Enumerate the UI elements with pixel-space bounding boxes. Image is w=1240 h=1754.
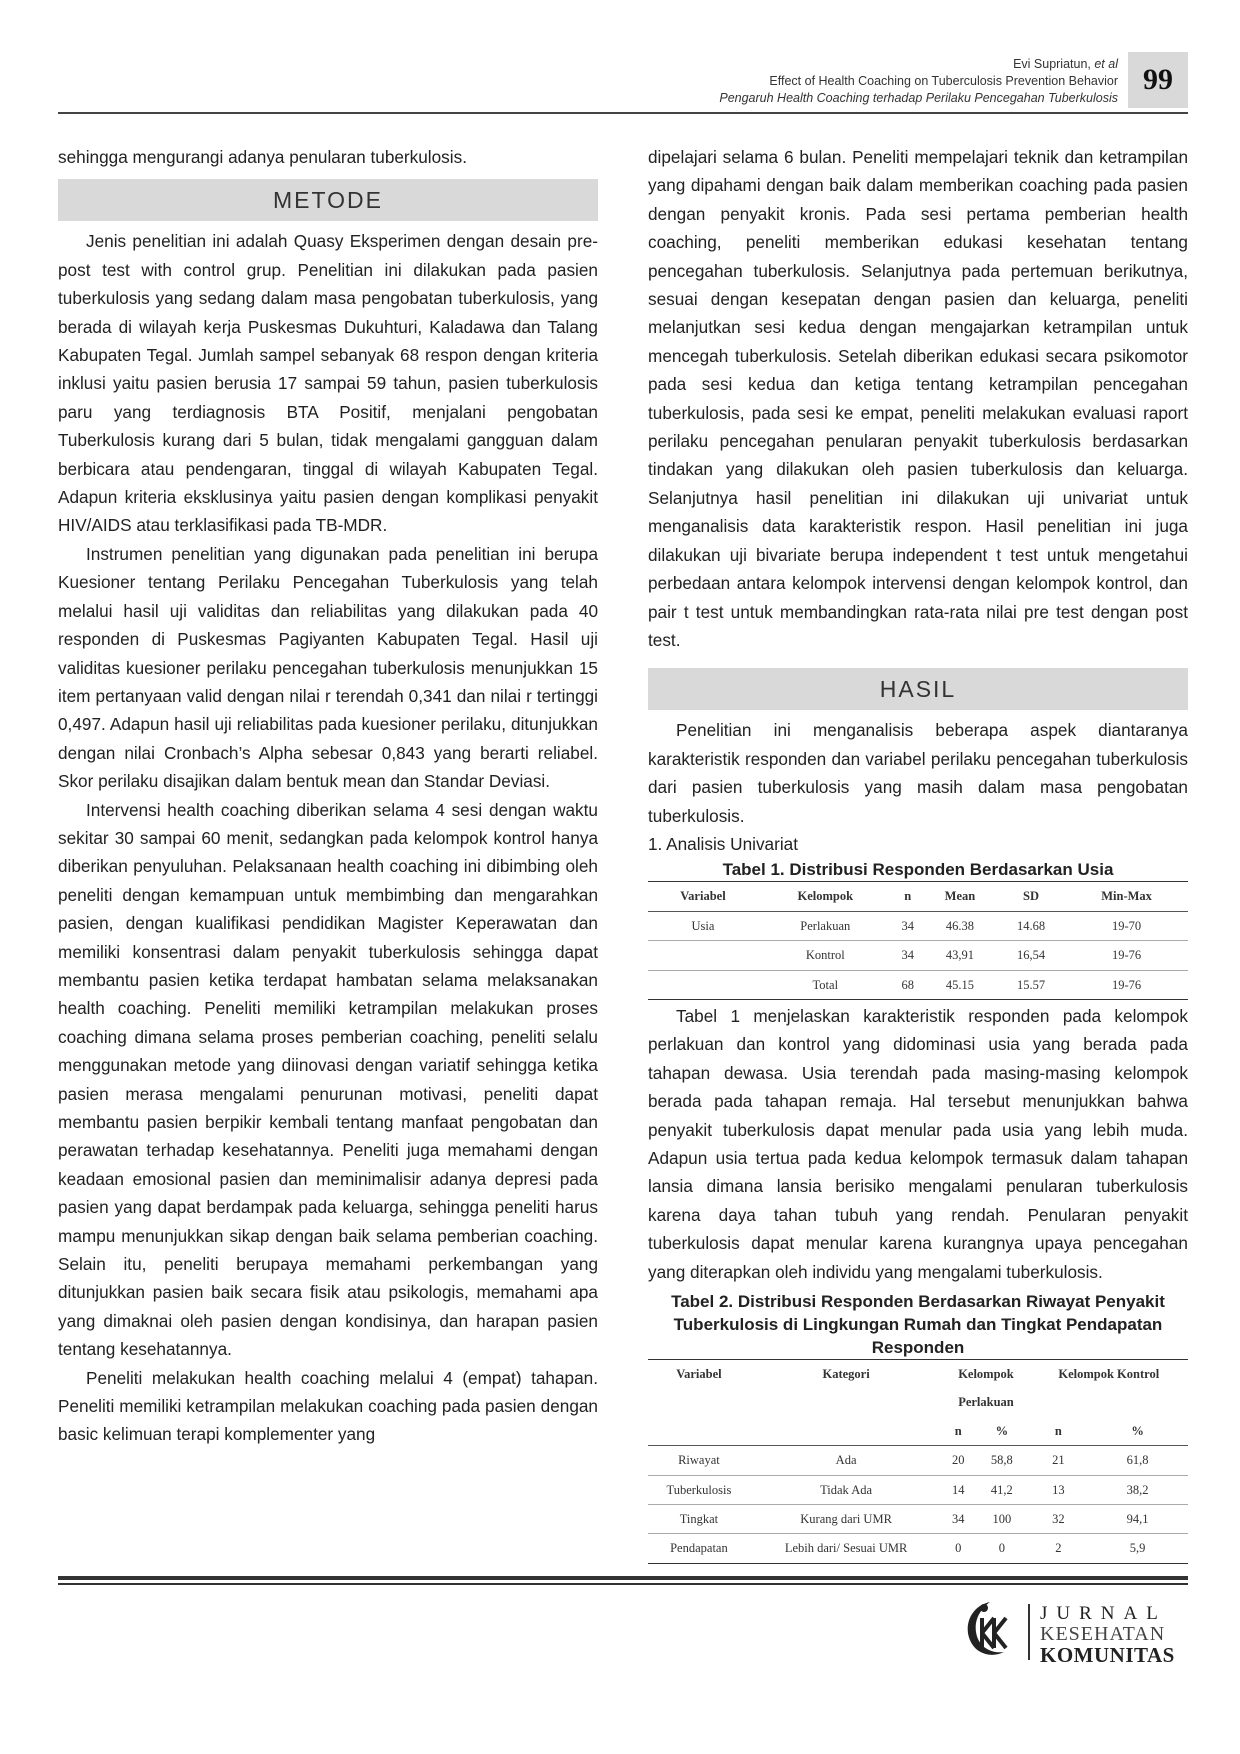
- paragraph-results-intro: Penelitian ini menganalisis beberapa aspek diantaranya karakteristik responden dan variabel perilaku pencegahan tuberkulosis dari pasien tuberkulosis yang masih dalam masa pengobatan tuberkulosis.: [648, 720, 1188, 826]
- table1-header-cell: Variabel: [648, 882, 758, 911]
- table-cell: 34: [893, 941, 923, 970]
- logo-wordmark: [1040, 1604, 1175, 1666]
- table-cell: 15.57: [997, 970, 1065, 999]
- table2-header-cell: Kategori: [750, 1360, 943, 1417]
- table-cell: 41,2: [974, 1475, 1030, 1504]
- logo-line-1: JURNAL: [1040, 1603, 1167, 1624]
- table1-header-cell: n: [893, 882, 923, 911]
- table-cell: 58,8: [974, 1446, 1030, 1475]
- table2-header-cell: Perlakuan: [958, 1395, 1014, 1410]
- subheading-univariat: 1. Analisis Univariat: [648, 833, 798, 854]
- running-header: [58, 52, 1188, 112]
- table-cell: 5,9: [1087, 1534, 1188, 1563]
- table-cell: 19-76: [1065, 941, 1188, 970]
- table2-header-cell: %: [1087, 1417, 1188, 1446]
- table-cell: 19-70: [1065, 911, 1188, 940]
- paragraph-design: Jenis penelitian ini adalah Quasy Eksperimen dengan desain pre-post test with control grup. Penelitian ini dilakukan pada pasien tuberkulosis yang sedang dalam masa pengobatan tuberkulosis, yang berada di wilayah kerja Puskesmas Dukuhturi, Kaladawa dan Talang Kabupaten Tegal. Jumlah sampel sebanyak 68 respon dengan kriteria inklusi yaitu pasien berusia 17 sampai 59 tahun, pasien tuberkulosis paru yang terdiagnosis BTA Positif, menjalani pengobatan Tuberkulosis kurang dari 5 bulan, tidak mengalami gangguan dalam berbicara atau pendengaran, tinggal di wilayah Kabupaten Tegal. Adapun kriteria eksklusinya yaitu pasien dengan komplikasi penyakit HIV/AIDS atau terklasifikasi pada TB-MDR.: [58, 231, 598, 536]
- section-heading-hasil: HASIL: [648, 668, 1188, 710]
- header-title-en: Effect of Health Coaching on Tuberculosis Prevention Behavior: [769, 74, 1118, 88]
- table-cell: 0: [974, 1534, 1030, 1563]
- paragraph-intervention: Intervensi health coaching diberikan selama 4 sesi dengan waktu sekitar 30 sampai 60 menit, sedangkan pada kelompok kontrol hanya diberikan penyuluhan. Pelaksanaan health coaching ini dibimbing oleh peneliti dengan kemampuan untuk membimbing dan mengarahkan pasien, dengan kualifikasi pendidikan Magister Keperawatan dan memiliki konsentrasi dalam penyakit tuberkulosis sehingga dapat membantu pasien ketika terdapat hambatan selama melaksanakan health coaching. Peneliti memiliki ketrampilan melakukan proses coaching dimana selama proses pemberian coaching, peneliti selalu menggunakan metode yang diinovasi dengan variatif sehingga ketika pasien merasa mengalami penurunan motivasi, peneliti dapat membantu pasien berpikir kembali tentang manfaat pengobatan dan perawatan terhadap kesehatannya. Peneliti juga memahami dengan keadaan emosional pasien dan meminimalisir adanya depresi pada pasien yang dapat berdampak pada keluarga, sehingga peneliti harus mampu menunjukkan sikap dengan baik selama pemberian coaching. Selain itu, peneliti berupaya memahami perkembangan yang ditunjukkan pasien baik secara fisik atau psikologis, memahami apa yang dimaknai oleh pasien dengan kondisinya, dan harapan pasien tentang kesehatannya.: [58, 799, 598, 1360]
- table-cell: [648, 941, 758, 970]
- table1-header-cell: Min-Max: [1065, 882, 1188, 911]
- table2: [648, 1359, 1188, 1564]
- table1-header-row: [648, 882, 1188, 911]
- table-row: [648, 941, 1188, 970]
- table-row: [648, 1446, 1188, 1475]
- table-cell: Kontrol: [758, 941, 893, 970]
- table1-caption: Tabel 1. Distribusi Responden Berdasarkan Usia: [722, 860, 1114, 880]
- table-cell: Usia: [648, 911, 758, 940]
- table2-header-row: [648, 1417, 1188, 1446]
- table1-header-cell: SD: [997, 882, 1065, 911]
- table-cell: 0: [942, 1534, 974, 1563]
- table-cell: Tingkat: [648, 1505, 750, 1534]
- table-cell: Pendapatan: [648, 1534, 750, 1563]
- table-cell: 94,1: [1087, 1505, 1188, 1534]
- table-row: [648, 970, 1188, 999]
- table-cell: 20: [942, 1446, 974, 1475]
- table-cell: Total: [758, 970, 893, 999]
- section-heading-metode: METODE: [58, 179, 598, 221]
- table1: [648, 881, 1188, 1000]
- table2-caption: Tabel 2. Distribusi Responden Berdasarkan Riwayat Penyakit Tuberkulosis di Lingkungan Rumah dan Tingkat Pendapatan Responden: [671, 1292, 1165, 1358]
- table-cell: 13: [1030, 1475, 1088, 1504]
- table-cell: Kurang dari UMR: [750, 1505, 943, 1534]
- logo-line-3: KOMUNITAS: [1040, 1643, 1175, 1667]
- table-cell: 21: [1030, 1446, 1088, 1475]
- header-rule: [58, 112, 1188, 114]
- table-cell: 14.68: [997, 911, 1065, 940]
- table-cell: 61,8: [1087, 1446, 1188, 1475]
- table-cell: Tuberkulosis: [648, 1475, 750, 1504]
- journal-logo: [960, 1598, 1190, 1668]
- table-cell: 14: [942, 1475, 974, 1504]
- table2-header-cell: [750, 1417, 943, 1446]
- table2-header-row: [648, 1360, 1188, 1389]
- header-title-id: Pengaruh Health Coaching terhadap Perilaku Pencegahan Tuberkulosis: [719, 91, 1118, 105]
- table1-header-cell: Mean: [923, 882, 997, 911]
- logo-line-2: KESEHATAN: [1040, 1623, 1166, 1645]
- paragraph-table1-explanation: Tabel 1 menjelaskan karakteristik responden pada kelompok perlakuan dan kontrol yang didominasi usia yang berada pada tahapan dewasa. Usia terendah pada masing-masing kelompok berada pada tahapan remaja. Hal tersebut menunjukkan bahwa penyakit tuberkulosis dapat menular pada usia yang lebih muda. Adapun usia tertua pada kedua kelompok termasuk dalam tahapan lansia dimana lansia berisiko mengalami penularan tuberkulosis karena daya tahan tubuh yang rendah. Penularan penyakit tuberkulosis dapat menular karena kurangnya upaya pencegahan yang diterapkan oleh individu yang mengalami tuberkulosis.: [648, 1005, 1188, 1282]
- table2-header-cell: Kelompok Kontrol: [1030, 1360, 1188, 1417]
- table2-header-cell: n: [942, 1417, 974, 1446]
- table-row: [648, 911, 1188, 940]
- table-cell: 16,54: [997, 941, 1065, 970]
- table2-header-cell: Variabel: [648, 1360, 750, 1417]
- table1-header-cell: Kelompok: [758, 882, 893, 911]
- table-cell: 100: [974, 1505, 1030, 1534]
- table-cell: 38,2: [1087, 1475, 1188, 1504]
- right-column: [648, 143, 1188, 1564]
- table-cell: 68: [893, 970, 923, 999]
- footer-rule: [58, 1576, 1188, 1580]
- table-cell: 2: [1030, 1534, 1088, 1563]
- table-row: [648, 1475, 1188, 1504]
- paragraph-instrument: Instrumen penelitian yang digunakan pada penelitian ini berupa Kuesioner tentang Perilaku Pencegahan Tuberkulosis yang telah melalui hasil uji validitas dan reliabilitas yang dilakukan pada 40 responden di Puskesmas Pagiyanten Kabupaten Tegal. Hasil uji validitas kuesioner perilaku pencegahan tuberkulosis menunjukkan 15 item pertanyaan valid dengan nilai r terendah 0,341 dan nilai r tertinggi 0,497. Adapun hasil uji reliabilitas pada kuesioner perilaku, ditunjukkan dengan nilai Cronbach’s Alpha sebesar 0,843 yang berarti reliabel. Skor perilaku disajikan dalam bentuk mean dan Standar Deviasi.: [58, 543, 598, 792]
- table-cell: Perlakuan: [758, 911, 893, 940]
- paragraph-sessions: dipelajari selama 6 bulan. Peneliti mempelajari teknik dan ketrampilan yang dipahami dengan baik dalam memberikan coaching pada pasien dengan penyakit kronis. Pada sesi pertama pemberian health coaching, peneliti memberikan edukasi kesehatan tentang pencegahan tuberkulosis. Selanjutnya pada pertemuan berikutnya, sesuai dengan kesepatan dengan pasien dan keluarga, peneliti melanjutkan sesi kedua dengan mengajarkan ketrampilan untuk mencegah tuberkulosis. Setelah diberikan edukasi secara psikomotor pada sesi kedua dan ketiga tentang ketrampilan pencegahan tuberkulosis, pada sesi ke empat, peneliti melakukan evaluasi raport perilaku pencegahan penularan penyakit tuberkulosis berdasarkan tindakan yang dilakukan oleh pasien tuberkulosis dan keluarga. Selanjutnya hasil penelitian ini dilakukan uji univariat untuk menganalisis data karakteristik respon. Hasil penelitian ini juga dilakukan uji bivariate berupa independent t test untuk mengetahui perbedaan antara kelompok intervensi dengan kelompok kontrol, dan pair t test untuk membandingkan rata-rata nilai pre test dengan post test.: [648, 147, 1188, 650]
- table-row: [648, 1505, 1188, 1534]
- table-cell: 19-76: [1065, 970, 1188, 999]
- table-cell: 45.15: [923, 970, 997, 999]
- table-cell: Riwayat: [648, 1446, 750, 1475]
- paragraph-continuation: sehingga mengurangi adanya penularan tuberkulosis.: [58, 147, 467, 167]
- header-author-etal: et al: [1094, 57, 1118, 71]
- table-cell: 32: [1030, 1505, 1088, 1534]
- table-cell: 34: [893, 911, 923, 940]
- header-author-line: [719, 56, 1118, 73]
- header-author: Evi Supriatun,: [1013, 57, 1095, 71]
- table-cell: 46.38: [923, 911, 997, 940]
- table-cell: 34: [942, 1505, 974, 1534]
- table-cell: Lebih dari/ Sesuai UMR: [750, 1534, 943, 1563]
- table2-header-cell: n: [1030, 1417, 1088, 1446]
- paragraph-stages: Peneliti melakukan health coaching melalui 4 (empat) tahapan. Peneliti memiliki ketrampilan melakukan coaching pada pasien dengan basic kelimuan terapi komplementer yang: [58, 1367, 598, 1445]
- table-cell: [648, 970, 758, 999]
- journal-logo-icon: [960, 1598, 1018, 1660]
- table2-header-cell: %: [974, 1417, 1030, 1446]
- header-text: [719, 56, 1118, 107]
- table-cell: 43,91: [923, 941, 997, 970]
- table-cell: Tidak Ada: [750, 1475, 943, 1504]
- table2-header-cell: [648, 1417, 750, 1446]
- page-number: 99: [1128, 52, 1188, 108]
- table-cell: Ada: [750, 1446, 943, 1475]
- left-column: [58, 143, 598, 1449]
- footer-rule-thin: [58, 1583, 1188, 1585]
- table-row: [648, 1534, 1188, 1563]
- logo-divider: [1028, 1604, 1030, 1660]
- table2-header-cell: Kelompok: [942, 1360, 1029, 1389]
